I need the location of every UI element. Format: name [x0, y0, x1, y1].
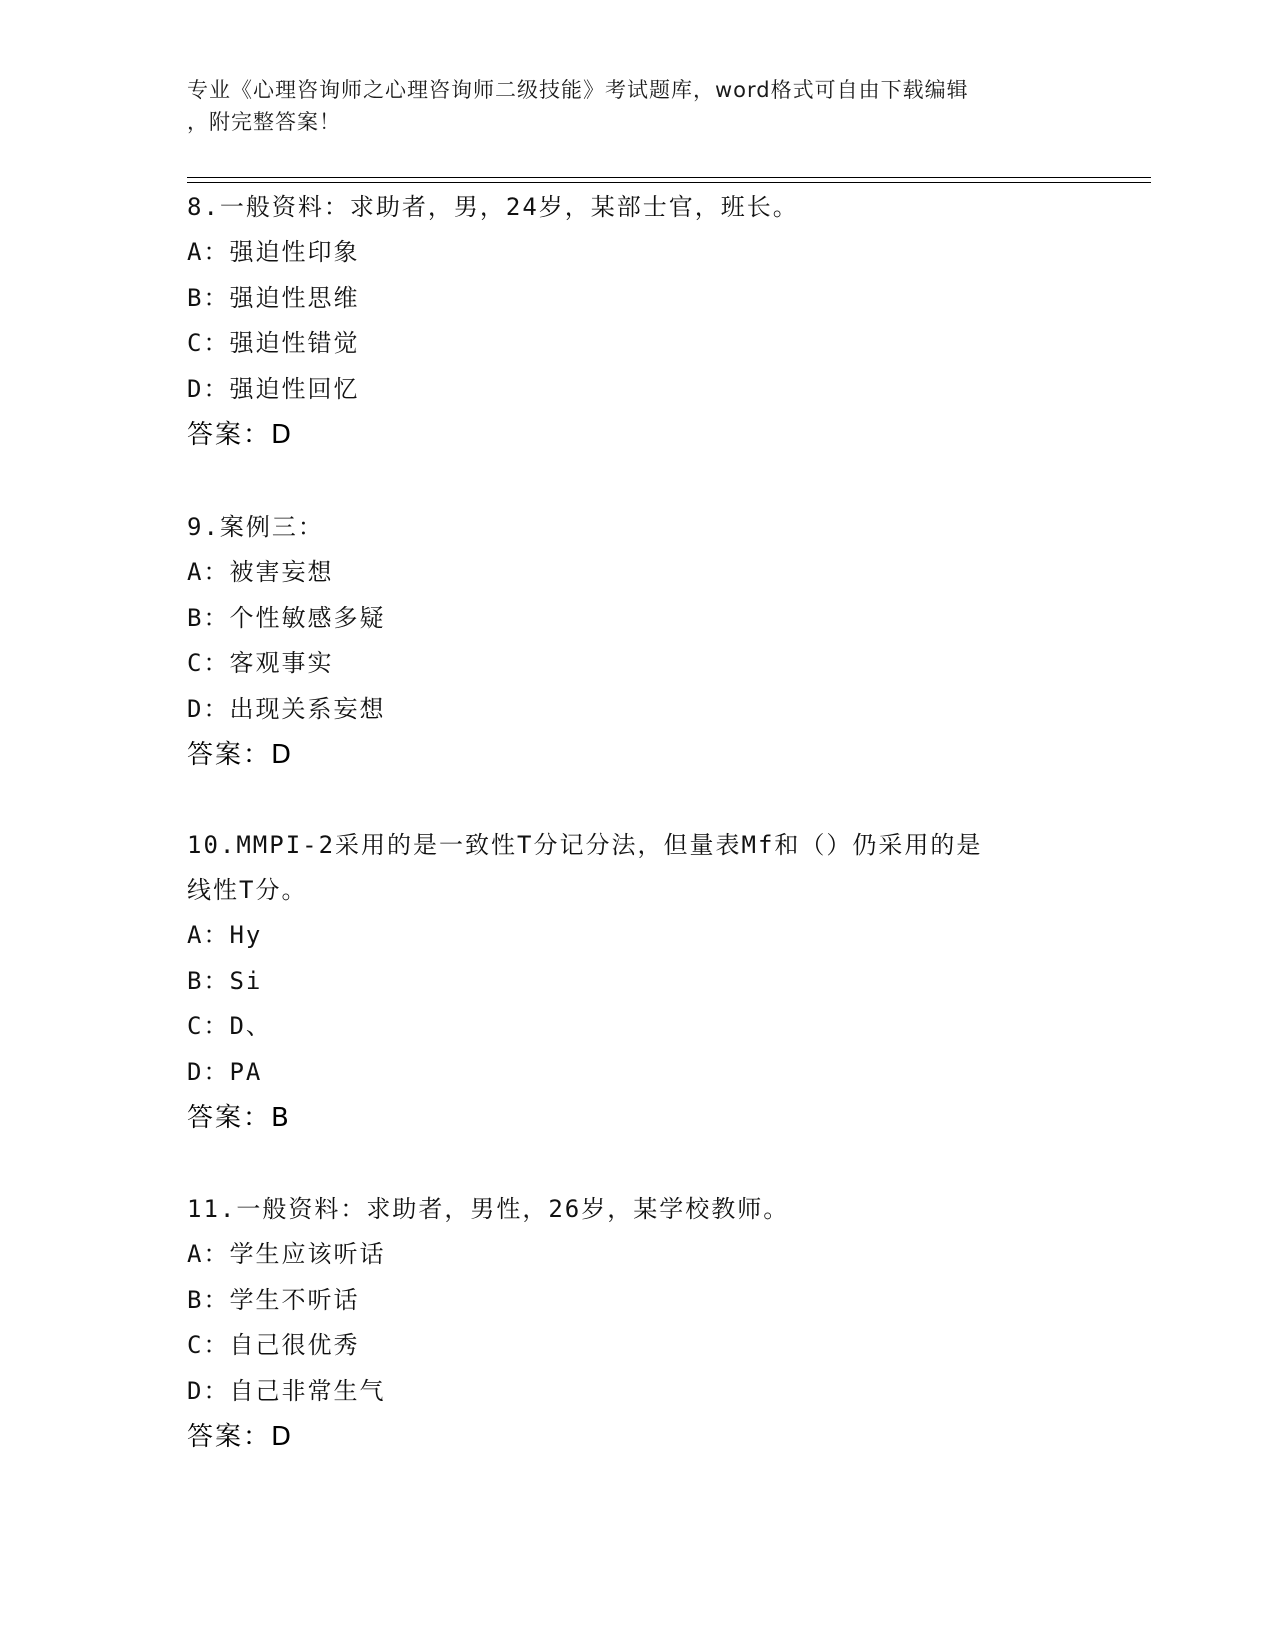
question-9 — [187, 505, 1087, 778]
option-d: D：强迫性回忆 — [187, 374, 360, 403]
option-b: B：Si — [187, 966, 263, 995]
header-line-1: 专业《心理咨询师之心理咨询师二级技能》考试题库，word格式可自由下载编辑 — [187, 78, 969, 102]
question-stem: 11.一般资料：求助者，男性，26岁，某学校教师。 — [187, 1195, 790, 1223]
option-c: C：强迫性错觉 — [187, 329, 360, 357]
option-c: C：D、 — [187, 1012, 272, 1040]
option-c: C：客观事实 — [187, 649, 334, 677]
answer-label: 答案：B — [187, 1103, 291, 1133]
option-c: C：自己很优秀 — [187, 1331, 360, 1359]
option-d: D：PA — [187, 1057, 263, 1086]
answer-label: 答案：D — [187, 740, 294, 770]
question-stem: 9.案例三： — [187, 513, 324, 541]
option-d: D：出现关系妄想 — [187, 694, 386, 723]
option-a: A：强迫性印象 — [187, 238, 360, 266]
answer-label: 答案：D — [187, 420, 294, 450]
option-d: D：自己非常生气 — [187, 1376, 386, 1405]
header-line-2: ，附完整答案！ — [187, 110, 341, 134]
question-11 — [187, 1187, 1087, 1460]
question-stem-line-2: 线性T分。 — [187, 876, 308, 904]
question-8 — [187, 185, 1087, 458]
header-divider-bottom — [187, 182, 1151, 183]
question-stem: 8.一般资料：求助者，男，24岁，某部士官，班长。 — [187, 193, 799, 221]
question-stem-line-1: 10.MMPI-2采用的是一致性T分记分法，但量表Mf和（）仍采用的是 — [187, 831, 983, 859]
question-10 — [187, 823, 1087, 1141]
document-header — [187, 74, 1067, 138]
option-a: A：被害妄想 — [187, 558, 334, 586]
option-a: A：Hy — [187, 921, 263, 949]
option-a: A：学生应该听话 — [187, 1240, 386, 1268]
answer-label: 答案：D — [187, 1422, 294, 1452]
header-divider-top — [187, 177, 1151, 178]
option-b: B：个性敏感多疑 — [187, 603, 386, 632]
option-b: B：强迫性思维 — [187, 283, 360, 312]
option-b: B：学生不听话 — [187, 1285, 360, 1314]
